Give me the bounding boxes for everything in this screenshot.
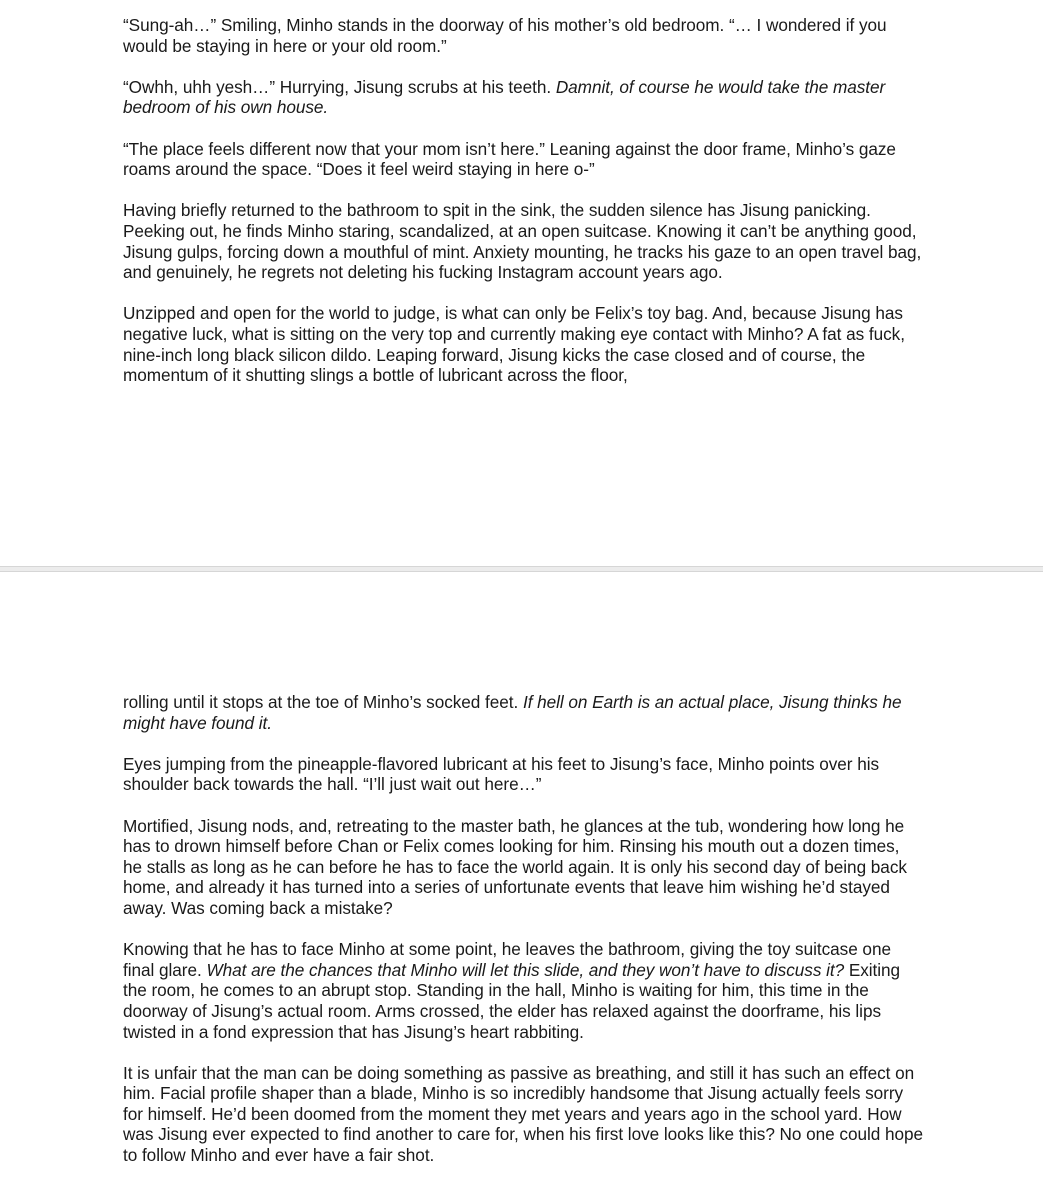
text-run: “Sung-ah…” Smiling, Minho stands in the doorway of his mother’s old bedroom. “… I wondered if you would be staying in here or your old room.”: [123, 15, 887, 56]
italic-text-run: Damnit, of course he would take the master bedroom of his own house.: [123, 76, 886, 118]
text-run: Unzipped and open for the world to judge, is what can only be Felix’s toy bag. And, because Jisung has negative luck, what is sitting on the very top and currently making eye contact with Minho? A fat as fuck, nine-inch long black silicon dildo. Leaping forward, Jisung kicks the case closed and of course, the momentum of it shutting slings a bottle of lubricant across the floor,: [123, 303, 905, 386]
paragraph: [123, 816, 923, 919]
text-run: “The place feels different now that your mom isn’t here.” Leaning against the door frame, Minho’s gaze roams around the space. “Does it feel weird staying in here o-”: [123, 138, 896, 180]
italic-text-run: If hell on Earth is an actual place, Jisung thinks he might have found it.: [123, 692, 902, 733]
document-page-2: [0, 572, 1043, 1200]
paragraph: [123, 77, 923, 118]
text-run: Mortified, Jisung nods, and, retreating to the master bath, he glances at the tub, wondering how long he has to drown himself before Chan or Felix comes looking for him. Rinsing his mouth out a dozen times, he stalls as long as he can before he has to face the world again. It is only his second day of being back home, and already it has turned into a series of unfortunate events that leave him wishing he’d stayed away. Was coming back a mistake?: [123, 815, 907, 918]
document-page-1: [0, 0, 1043, 566]
paragraph: [123, 200, 923, 282]
text-run: rolling until it stops at the toe of Minho’s socked feet.: [123, 692, 523, 712]
paragraph: [123, 939, 923, 1042]
page-2-text-column: [123, 692, 923, 1166]
text-run: “Owhh, uhh yesh…” Hurrying, Jisung scrubs at his teeth.: [123, 76, 556, 97]
page-1-text-column: [123, 15, 923, 386]
paragraph: [123, 1063, 923, 1166]
paragraph: [123, 15, 923, 56]
paragraph: [123, 754, 923, 795]
italic-text-run: What are the chances that Minho will let this slide, and they won’t have to discuss it?: [206, 959, 845, 980]
paragraph: [123, 303, 923, 385]
text-run: Having briefly returned to the bathroom to spit in the sink, the sudden silence has Jisung panicking. Peeking out, he finds Minho staring, scandalized, at an open suitcase. Knowing it can’t be anything good, Jisung gulps, forcing down a mouthful of mint. Anxiety mounting, he tracks his gaze to an open travel bag, and genuinely, he regrets not deleting his fucking Instagram account years ago.: [123, 200, 922, 283]
text-run: Eyes jumping from the pineapple-flavored lubricant at his feet to Jisung’s face, Minho points over his shoulder back towards the hall. “I’ll just wait out here…”: [123, 753, 880, 795]
text-run: Exiting the room, he comes to an abrupt stop. Standing in the hall, Minho is waiting for him, this time in the doorway of Jisung’s actual room. Arms crossed, the elder has relaxed against the doorframe, his lips twisted in a fond expression that has Jisung’s heart rabbiting.: [123, 959, 901, 1042]
paragraph: [123, 139, 923, 180]
text-run: Knowing that he has to face Minho at some point, he leaves the bathroom, giving the toy suitcase one final glare.: [123, 939, 891, 980]
text-run: It is unfair that the man can be doing something as passive as breathing, and still it has such an effect on him. Facial profile shaper than a blade, Minho is so incredibly handsome that Jisung actually feels sorry for himself. He’d been doomed from the moment they met years and years ago in the school yard. How was Jisung ever expected to find another to care for, when his first love looks like this? No one could hope to follow Minho and ever have a fair shot.: [123, 1062, 924, 1166]
paragraph: [123, 692, 923, 733]
